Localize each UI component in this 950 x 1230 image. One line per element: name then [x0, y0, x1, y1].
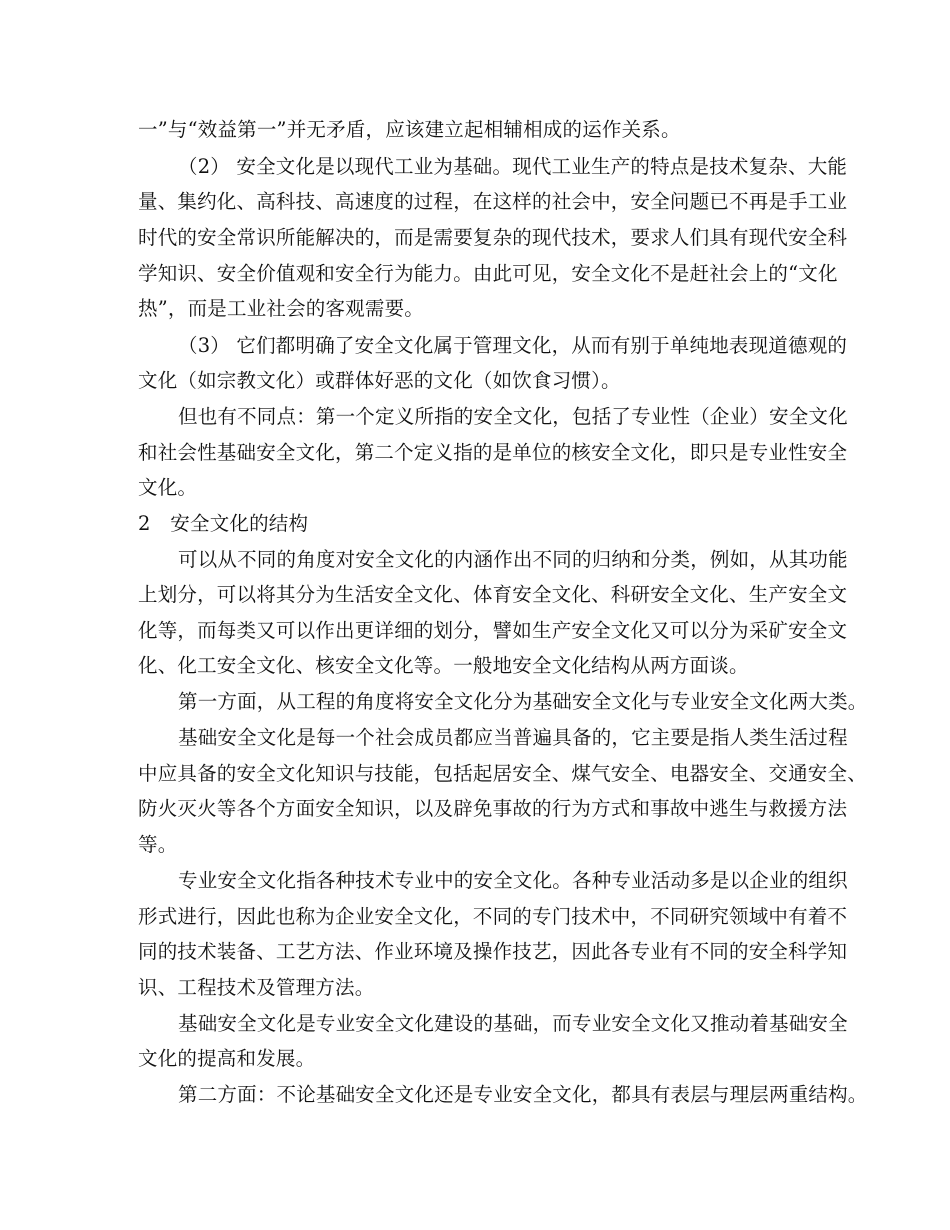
text-line: （2） 安全文化是以现代工业为基础。现代工业生产的特点是技术复杂、大能	[178, 155, 848, 178]
text-line: 第二方面：不论基础安全文化还是专业安全文化，都具有表层与理层两重结构。	[178, 1083, 868, 1106]
text-line: 文化的提高和发展。	[138, 1047, 316, 1070]
text-line: 一”与“效益第一”并无矛盾，应该建立起相辅相成的运作关系。	[138, 118, 681, 141]
text-line: 专业安全文化指各种技术专业中的安全文化。各种专业活动多是以企业的组织	[178, 869, 848, 892]
text-line: 基础安全文化是每一个社会成员都应当普遍具备的，它主要是指人类生活过程	[178, 726, 848, 749]
text-line: 可以从不同的角度对安全文化的内涵作出不同的归纳和分类，例如，从其功能	[178, 548, 848, 571]
text-line: 时代的安全常识所能解决的，而是需要复杂的现代技术，要求人们具有现代安全科	[138, 226, 848, 249]
text-line: 识、工程技术及管理方法。	[138, 976, 375, 999]
text-line: 和社会性基础安全文化，第二个定义指的是单位的核安全文化，即只是专业性安全	[138, 441, 848, 464]
text-line: 化等，而每类又可以作出更详细的划分，譬如生产安全文化又可以分为采矿安全文	[138, 619, 848, 642]
text-line: 化、化工安全文化、核安全文化等。一般地安全文化结构从两方面谈。	[138, 654, 749, 677]
text-line: 但也有不同点：第一个定义所指的安全文化，包括了专业性（企业）安全文化	[178, 405, 848, 428]
text-line: 热”，而是工业社会的客观需要。	[138, 297, 424, 320]
section-heading: 2 安全文化的结构	[138, 512, 309, 535]
text-line: 基础安全文化是专业安全文化建设的基础，而专业安全文化又推动着基础安全	[178, 1012, 848, 1035]
text-line: 上划分，可以将其分为生活安全文化、体育安全文化、科研安全文化、生产安全文	[138, 583, 848, 606]
text-line: 量、集约化、高科技、高速度的过程，在这样的社会中，安全问题已不再是手工业	[138, 190, 848, 213]
text-line: 文化（如宗教文化）或群体好恶的文化（如饮食习惯）。	[138, 369, 621, 392]
text-line: 中应具备的安全文化知识与技能，包括起居安全、煤气安全、电器安全、交通安全、	[138, 762, 867, 785]
text-line: 等。	[138, 833, 178, 856]
text-line: 形式进行，因此也称为企业安全文化，不同的专门技术中，不同研究领域中有着不	[138, 905, 848, 928]
text-line: 学知识、安全价值观和安全行为能力。由此可见，安全文化不是赶社会上的“文化	[138, 262, 838, 285]
text-line: 防火灭火等各个方面安全知识，以及辟免事故的行为方式和事故中逃生与救援方法	[138, 797, 848, 820]
text-line: 同的技术装备、工艺方法、作业环境及操作技艺，因此各专业有不同的安全科学知	[138, 940, 848, 963]
text-line: 文化。	[138, 476, 198, 499]
text-line: 第一方面，从工程的角度将安全文化分为基础安全文化与专业安全文化两大类。	[178, 690, 868, 713]
text-line: （3） 它们都明确了安全文化属于管理文化，从而有别于单纯地表现道德观的	[178, 334, 848, 357]
